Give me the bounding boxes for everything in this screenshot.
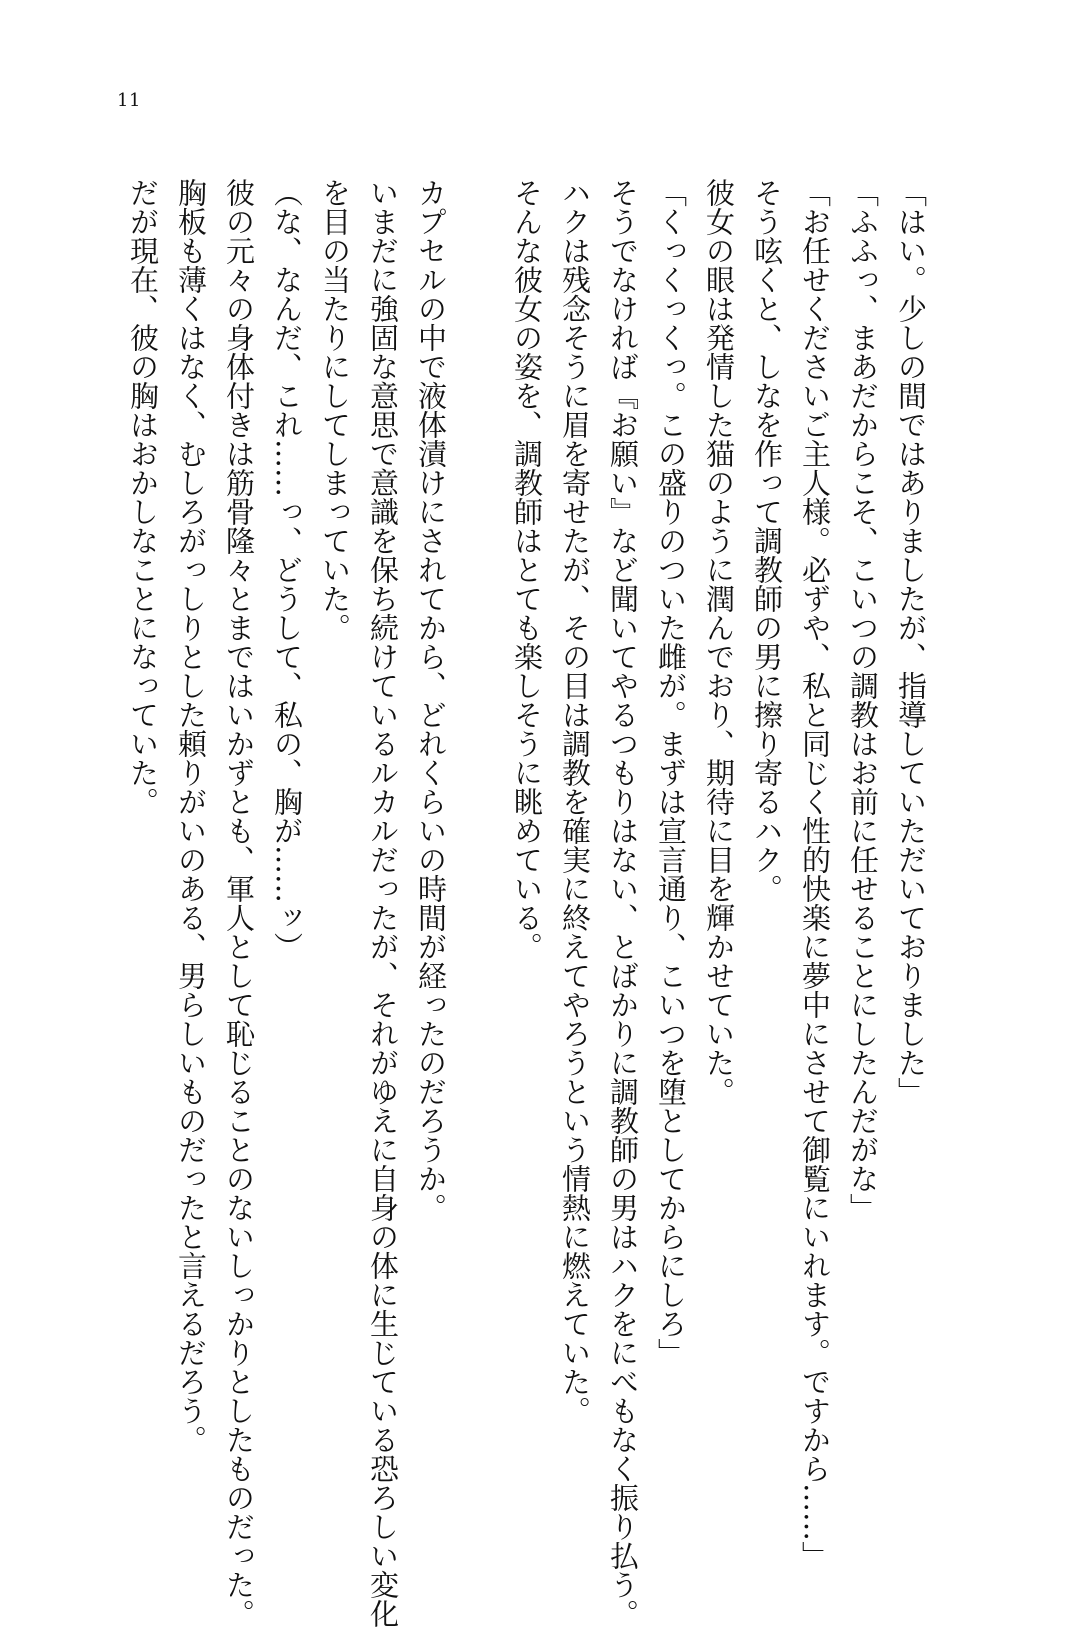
text-line: 彼の元々の身体付きは筋骨隆々とまではいかずとも、軍人として恥じることのないしっかりとしたものだった。: [222, 178, 256, 1628]
text-line: カプセルの中で液体漬けにされてから、どれくらいの時間が経ったのだろうか。: [414, 178, 448, 1222]
text-line-thought: （な、なんだ、これ……っ、どうして、私の、胸が……ッ）: [270, 178, 304, 961]
text-line: を目の当たりにしてしまっていた。: [318, 178, 352, 642]
text-line: そう呟くと、しなを作って調教師の男に擦り寄るハク。: [750, 178, 784, 903]
text-line-dialogue: 「くっくっくっ。この盛りのついた雌が。まずは宣言通り、こいつを堕としてからにしろ」: [654, 178, 688, 1367]
text-line: いまだに強固な意思で意識を保ち続けているルカルだったが、それがゆえに自身の体に生じている恐ろしい変化: [366, 178, 400, 1628]
text-line: 彼女の眼は発情した猫のように潤んでおり、期待に目を輝かせていた。: [702, 178, 736, 1106]
text-line: そんな彼女の姿を、調教師はとても楽しそうに眺めている。: [510, 178, 544, 961]
text-line-dialogue: 「はい。少しの間ではありましたが、指導していただいておりました」: [894, 178, 928, 1106]
text-line-dialogue: 「ふふっ、まあだからこそ、こいつの調教はお前に任せることにしたんだがな」: [846, 178, 880, 1222]
section-break: [455, 178, 503, 188]
page-number: 11: [117, 90, 141, 111]
text-line: 胸板も薄くはなく、むしろがっしりとした頼りがいのある、男らしいものだったと言えるだろう。: [174, 178, 208, 1454]
text-line: そうでなければ『お願い』など聞いてやるつもりはない、とばかりに調教師の男はハクをにべもなく振り払う。: [606, 178, 640, 1628]
novel-text-body: [126, 178, 935, 1628]
text-line-dialogue: 「お任せくださいご主人様。必ずや、私と同じく性的快楽に夢中にさせて御覧にいれます。ですから……」: [798, 178, 832, 1570]
text-line: だが現在、彼の胸はおかしなことになっていた。: [126, 178, 160, 816]
text-line: ハクは残念そうに眉を寄せたが、その目は調教を確実に終えてやろうという情熱に燃えていた。: [558, 178, 592, 1425]
